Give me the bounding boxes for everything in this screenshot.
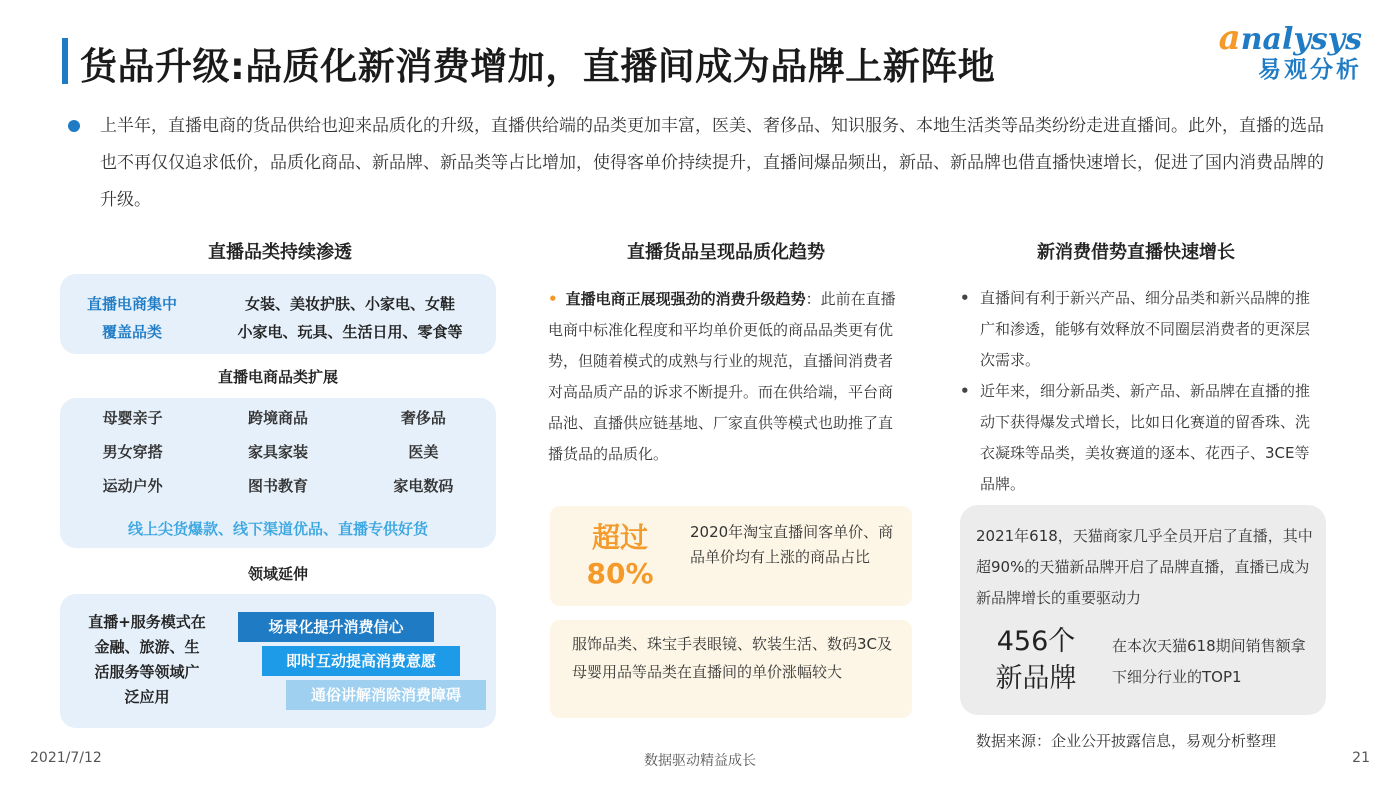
- new-brand-count: [978, 623, 1094, 697]
- tag-instant-interaction: 即时互动提高消费意愿: [262, 646, 460, 676]
- expand-item: 运动户外: [102, 477, 163, 495]
- expand-categories-grid: [60, 408, 496, 496]
- page-number: 21: [1352, 750, 1370, 766]
- page-title: 货品升级:品质化新消费增加，直播间成为品牌上新阵地: [80, 45, 996, 88]
- middle-bullet-icon: •: [548, 290, 558, 308]
- expand-heading: 直播电商品类扩展: [217, 368, 338, 386]
- middle-lead-rest: ：此前在直播电商中标准化程度和平均单价更低的商品品类更有优势，但随着模式的成熟与行业的规范，直播间消费者对高品质产品的诉求不断提升。而在供给端，平台商品池、直播供应链基地、厂家直供等模式也助推了直播货品的品质化。: [548, 290, 896, 463]
- intro-paragraph: [68, 108, 1338, 219]
- logo-chinese: 易观分析: [1258, 57, 1362, 83]
- left-column-title: 直播品类持续渗透: [208, 242, 352, 263]
- logo-letter-a: a: [1218, 18, 1241, 58]
- right-bullet-list: [958, 283, 1318, 500]
- expand-footer-text: 线上尖货爆款、线下渠道优品、直播专供好货: [127, 520, 428, 538]
- analysys-logo: [1218, 18, 1362, 84]
- logo-english: [1218, 18, 1362, 58]
- expand-item: 图书教育: [247, 477, 308, 495]
- new-brand-count-line-2: 新品牌: [995, 663, 1077, 694]
- intro-text: 上半年，直播电商的货品供给也迎来品质化的升级，直播供给端的品类更加丰富，医美、奢侈品、知识服务、本地生活类等品类纷纷走进直播间。此外，直播的选品也不再仅仅追求低价，品质化商品、新品牌、新品类等占比增加，使得客单价持续提升，直播间爆品频出，新品、新品牌也借直播快速增长，促进了国内消费品牌的升级。: [100, 116, 1324, 210]
- new-brand-stat-box: [960, 505, 1326, 715]
- price-increase-box: [550, 620, 912, 718]
- core-items-line-1: 女装、美妆护肤、小家电、女鞋: [244, 295, 455, 313]
- bullet-dot-icon: •: [960, 289, 970, 307]
- data-source: 数据来源：企业公开披露信息，易观分析整理: [976, 732, 1277, 750]
- tag-scene-confidence: 场景化提升消费信心: [238, 612, 434, 642]
- price-increase-text: 服饰品类、珠宝手表眼镜、软装生活、数码3C及母婴用品等品类在直播间的单价涨幅较大: [572, 635, 893, 681]
- stat-big-line-2: 80%: [586, 557, 654, 590]
- list-item-text: 近年来，细分新品类、新产品、新品牌在直播的推动下获得爆发式增长，比如日化赛道的留香珠、洗衣凝珠等品类，美妆赛道的逐本、花西子、3CE等品牌。: [980, 382, 1311, 493]
- expand-categories-panel: [60, 398, 496, 548]
- list-item: [958, 376, 1318, 500]
- stat-description: 2020年淘宝直播间客单价、商品单价均有上涨的商品占比: [690, 523, 894, 566]
- new-brand-top1-text: 在本次天猫618期间销售额拿下细分行业的TOP1: [1112, 637, 1306, 686]
- service-text-line: 活服务等领域广: [94, 663, 200, 681]
- middle-lead-bold: 直播电商正展现强劲的消费升级趋势: [565, 290, 806, 308]
- core-categories-label: [72, 290, 192, 346]
- new-brand-description: 2021年618，天猫商家几乎全员开启了直播，其中超90%的天猫新品牌开启了品牌直播，直播已成为新品牌增长的重要驱动力: [976, 527, 1313, 607]
- stat-big-line-1: 超过: [591, 521, 648, 554]
- expand-item: 医美: [408, 443, 439, 461]
- list-item-text: 直播间有利于新兴产品、细分品类和新兴品牌的推广和渗透，能够有效释放不同圈层消费者的更深层次需求。: [980, 289, 1311, 369]
- service-text-line: 泛应用: [124, 688, 170, 706]
- expand-item: 男女穿搭: [102, 443, 163, 461]
- tag-plain-explanation: 通俗讲解消除消费障碍: [286, 680, 486, 710]
- intro-bullet-icon: [68, 120, 80, 132]
- middle-column-title: 直播货品呈现品质化趋势: [627, 242, 825, 263]
- core-categories-items: [210, 290, 490, 346]
- service-text-line: 直播+服务模式在: [88, 613, 206, 631]
- service-mode-text: [72, 610, 222, 710]
- expand-item: 跨境商品: [247, 409, 308, 427]
- middle-paragraph: [548, 284, 904, 470]
- footer-date: 2021/7/12: [30, 750, 102, 766]
- footer-slogan: 数据驱动精益成长: [644, 753, 756, 769]
- extend-heading: 领域延伸: [247, 565, 308, 583]
- bullet-dot-icon: •: [960, 382, 970, 400]
- stat-big-label: [560, 520, 680, 592]
- list-item: [958, 283, 1318, 376]
- right-column-title: 新消费借势直播快速增长: [1037, 242, 1235, 263]
- core-items-line-2: 小家电、玩具、生活日用、零食等: [237, 323, 463, 341]
- core-label-line-1: 直播电商集中: [86, 295, 177, 313]
- logo-english-rest: nalysys: [1240, 22, 1362, 57]
- expand-item: 家电数码: [393, 477, 454, 495]
- expand-item: 奢侈品: [400, 409, 446, 427]
- stat-80-box: [550, 506, 912, 606]
- title-accent-bar: [62, 38, 68, 84]
- expand-item: 家具家装: [247, 443, 308, 461]
- core-label-line-2: 覆盖品类: [101, 323, 162, 341]
- service-text-line: 金融、旅游、生: [94, 638, 200, 656]
- expand-item: 母婴亲子: [102, 409, 163, 427]
- new-brand-count-line-1: 456个: [996, 626, 1076, 657]
- core-categories-panel: [60, 274, 496, 354]
